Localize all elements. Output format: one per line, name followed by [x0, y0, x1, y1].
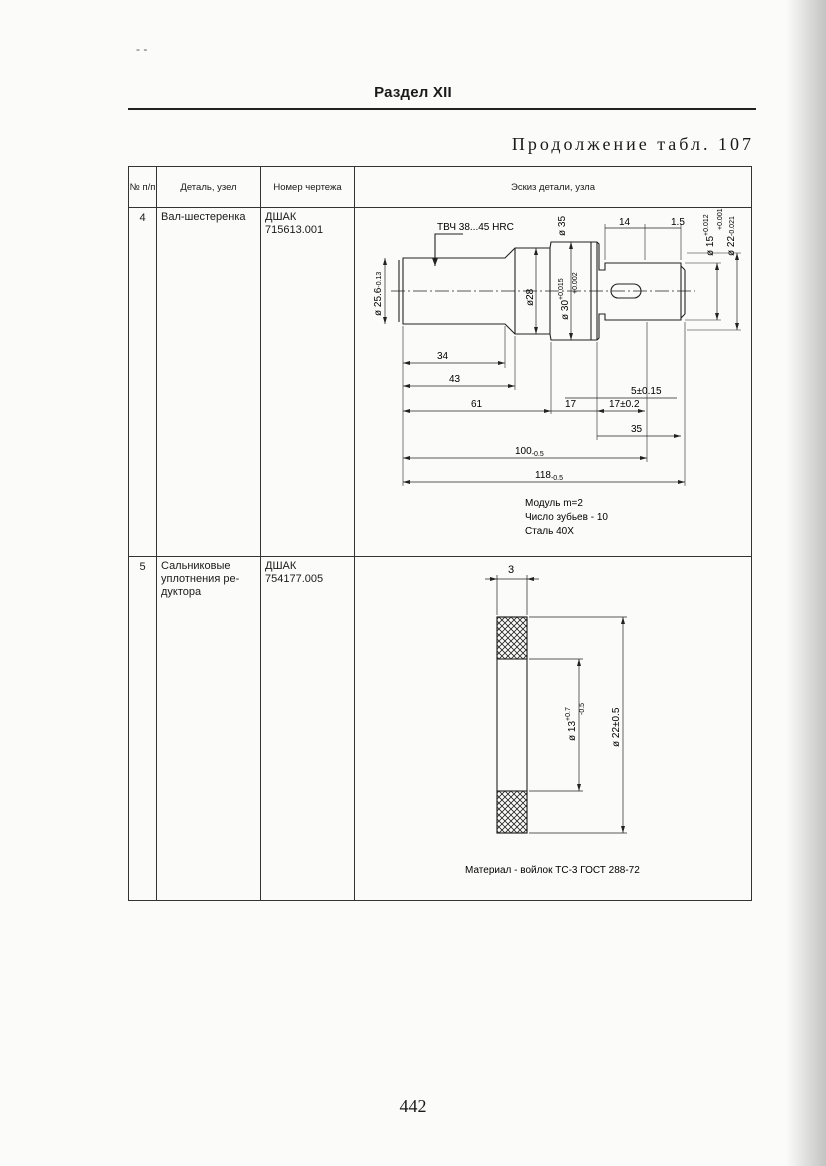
dim-17-label: 17	[565, 399, 577, 410]
shaft-drawing	[355, 208, 749, 553]
stray-marks: ‐ ‑	[136, 42, 148, 56]
dim-43-label: 43	[449, 374, 461, 385]
table-row	[129, 208, 752, 557]
table-row	[129, 557, 752, 901]
row-part: Сальниковые уплотнения ре-дуктора	[157, 557, 261, 901]
parts-table	[128, 166, 752, 901]
dim-118-label: $118_{-0.5}$	[535, 470, 564, 482]
row-drawing: ДШАК 754177.005	[261, 557, 355, 901]
dim-35-label: 35	[631, 424, 643, 435]
dim-1-5-label: 1.5	[671, 217, 685, 228]
dim-34-label: 34	[437, 351, 449, 362]
dim-3-label: 3	[508, 564, 515, 576]
dim-100-label: $100_{-0.5}$	[515, 446, 544, 458]
page-number: 442	[399, 1096, 427, 1116]
seal-sketch-cell	[355, 557, 752, 901]
dim-14-label: 14	[619, 217, 631, 228]
d22-label: ø 22-0.021	[726, 216, 737, 256]
note-teeth: Число зубьев - 10	[525, 512, 608, 523]
seal-drawing	[355, 557, 749, 897]
hardness-label: ТВЧ 38...45 HRC	[437, 222, 514, 233]
row-num: 4	[129, 208, 157, 557]
d13-label: ø $13^{+0.7}$	[565, 707, 578, 741]
shaft-sketch-cell	[355, 208, 752, 557]
header-part: Деталь, узел	[157, 167, 261, 208]
header-rule	[128, 108, 756, 110]
header-sketch: Эскиз детали, узла	[355, 167, 752, 208]
row-part: Вал-шестеренка	[157, 208, 261, 557]
d30-label: ø $30^{+0.015}$	[558, 278, 571, 320]
dim-61-label: 61	[471, 399, 483, 410]
dim-17-02-label: 17±0.2	[609, 399, 640, 410]
row-num: 5	[129, 557, 157, 901]
table-header-row	[129, 167, 752, 208]
d13-tol-lower: -0.5	[579, 702, 586, 715]
d15-tol-lower: +0.001	[717, 208, 724, 230]
d35-label: ø 35	[557, 215, 568, 236]
header-num: № п/п	[129, 167, 157, 208]
dim-5-015-label: 5±0.15	[631, 386, 662, 397]
d28-label: ø28	[525, 288, 536, 306]
d-left-label: ø 25.6-0.13	[373, 271, 384, 316]
d15-label: ø $15^{+0.012}$	[703, 214, 716, 256]
section-title: Раздел XII	[374, 84, 452, 101]
page-edge-shadow	[786, 0, 826, 1166]
header-drawing: Номер чертежа	[261, 167, 355, 208]
material-note: Материал - войлок ТС-3 ГОСТ 288-72	[465, 865, 640, 876]
d22-seal-label: ø 22±0.5	[611, 707, 622, 747]
row-drawing: ДШАК 715613.001	[261, 208, 355, 557]
d30-tol-lower: +0.002	[572, 272, 579, 294]
table-continuation-label: Продолжение табл. 107	[511, 134, 754, 154]
note-steel: Сталь 40Х	[525, 526, 574, 537]
note-module: Модуль m=2	[525, 498, 583, 509]
